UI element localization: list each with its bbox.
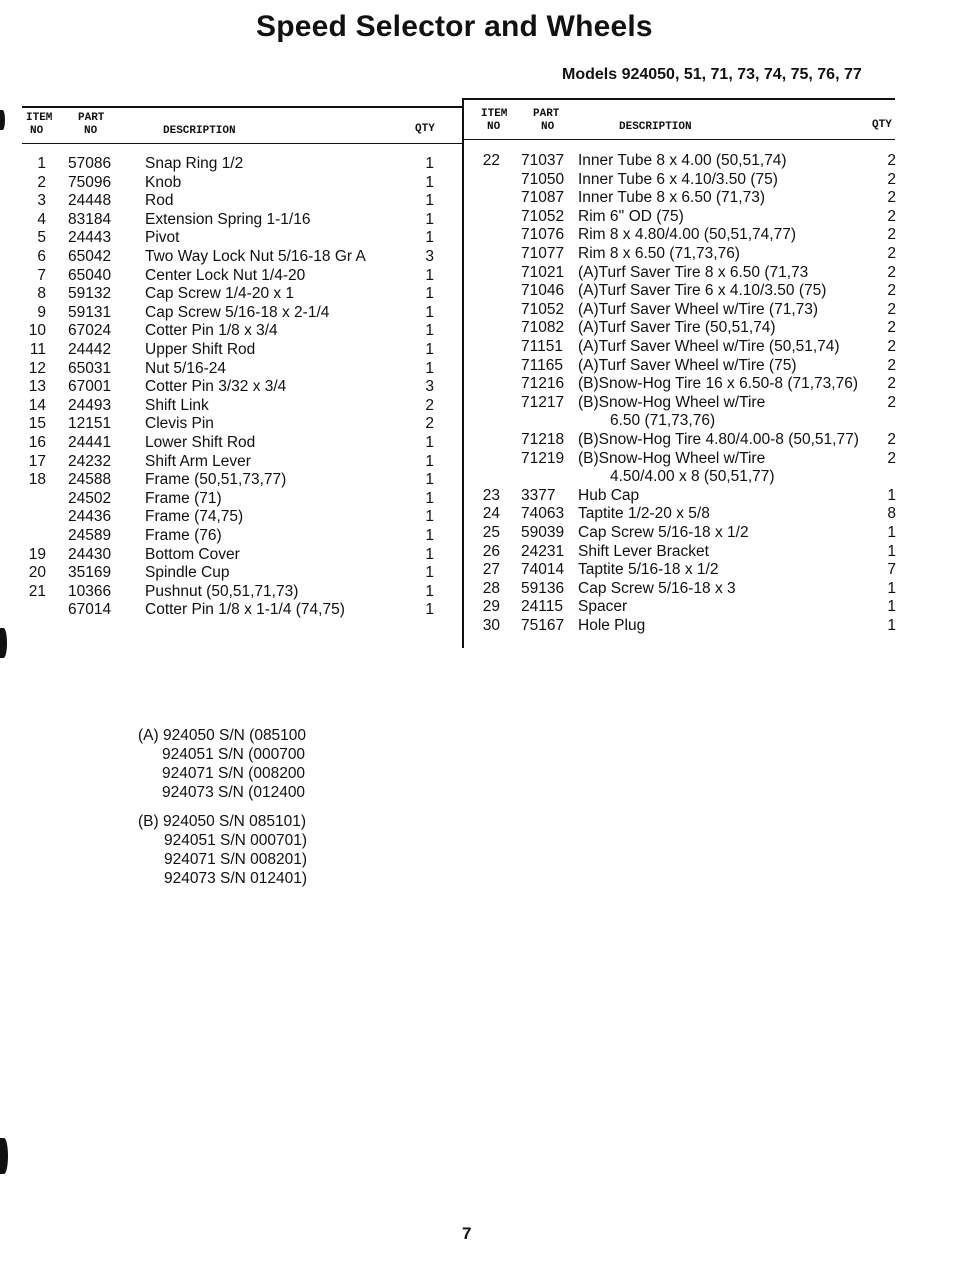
table-row [16, 507, 456, 526]
left-header-item [26, 112, 52, 138]
part-number: 74063 [521, 505, 565, 523]
note-b-text: 924050 S/N 085101) [162, 813, 307, 830]
part-description: Center Lock Nut 1/4-20 [145, 266, 306, 284]
part-description: Extension Spring 1-1/16 [145, 210, 311, 228]
item-number: 29 [482, 598, 500, 616]
right-header-part [533, 108, 559, 134]
quantity: 2 [887, 152, 896, 169]
table-row [470, 597, 900, 616]
quantity: 1 [425, 434, 434, 451]
quantity: 1 [425, 564, 434, 582]
quantity: 2 [887, 189, 896, 207]
quantity: 1 [887, 524, 896, 541]
part-description: Bottom Cover [145, 545, 240, 563]
part-number: 74014 [521, 561, 565, 579]
part-description: Clevis Pin [145, 415, 214, 433]
part-description: Taptite 1/2-20 x 5/8 [578, 505, 710, 523]
part-description: Inner Tube 8 x 6.50 (71,73) [578, 189, 765, 207]
table-row [16, 433, 456, 452]
left-header-description: DESCRIPTION [163, 125, 236, 137]
quantity: 1 [425, 155, 434, 172]
part-number: 71076 [521, 226, 565, 244]
part-description: Cap Screw 5/16-18 x 2-1/4 [145, 303, 330, 321]
quantity: 2 [887, 375, 896, 393]
quantity: 1 [425, 601, 434, 619]
part-number: 24442 [68, 341, 112, 358]
table-row [470, 151, 900, 170]
quantity: 1 [425, 266, 434, 284]
table-top-rule-left [22, 106, 462, 108]
part-description: Shift Link [145, 396, 209, 414]
part-number: 24232 [68, 452, 112, 470]
table-row [16, 210, 456, 229]
item-number: 22 [482, 152, 500, 169]
column-divider [462, 100, 464, 648]
part-description: Inner Tube 8 x 4.00 (50,51,74) [578, 152, 787, 169]
note-b-line [138, 812, 307, 831]
right-header-description: DESCRIPTION [619, 121, 692, 133]
part-description: (A)Turf Saver Wheel w/Tire (50,51,74) [578, 338, 840, 355]
part-description: Spindle Cup [145, 564, 230, 582]
table-row [470, 467, 900, 486]
quantity: 2 [887, 300, 896, 318]
part-number: 67014 [68, 601, 112, 619]
table-row [16, 563, 456, 582]
part-description: Hole Plug [578, 617, 646, 634]
part-description: Inner Tube 6 x 4.10/3.50 (75) [578, 170, 778, 188]
part-number: 71082 [521, 319, 565, 337]
quantity: 1 [887, 579, 896, 597]
part-number: 59131 [68, 303, 112, 321]
table-row [470, 207, 900, 226]
quantity: 2 [887, 356, 896, 374]
part-number: 24448 [68, 192, 112, 210]
item-number: 12 [28, 359, 46, 377]
item-number: 1 [37, 155, 46, 172]
quantity: 2 [887, 449, 896, 467]
quantity: 2 [887, 338, 896, 355]
table-row [470, 542, 900, 561]
part-number: 24430 [68, 545, 112, 563]
note-b-label: (B) [138, 813, 159, 830]
table-row [16, 526, 456, 545]
part-description: Cap Screw 1/4-20 x 1 [145, 285, 295, 303]
part-number: 12151 [68, 415, 112, 433]
quantity: 1 [425, 192, 434, 210]
binder-hole-middle [0, 628, 7, 658]
table-row [16, 414, 456, 433]
note-a-text: 924071 S/N (008200 [162, 765, 306, 782]
table-row [16, 470, 456, 489]
part-number: 24588 [68, 471, 112, 489]
part-number: 71151 [521, 338, 563, 355]
item-number: 19 [28, 545, 46, 563]
item-number: 28 [482, 579, 500, 597]
item-number: 21 [28, 582, 46, 600]
quantity: 1 [425, 210, 434, 228]
part-number: 71216 [521, 375, 565, 393]
part-number: 71052 [521, 207, 565, 225]
table-row [470, 504, 900, 523]
part-description: (A)Turf Saver Tire 6 x 4.10/3.50 (75) [578, 282, 827, 300]
table-row [470, 523, 900, 542]
quantity: 1 [425, 489, 434, 507]
table-row [470, 337, 900, 356]
header-item-line1: ITEM [481, 108, 508, 120]
part-description: Spacer [578, 598, 628, 616]
part-description: Nut 5/16-24 [145, 359, 226, 377]
item-number: 6 [37, 248, 46, 265]
part-description: Rim 8 x 4.80/4.00 (50,51,74,77) [578, 226, 796, 244]
item-number: 14 [28, 396, 46, 414]
part-description: (B)Snow-Hog Tire 16 x 6.50-8 (71,73,76) [578, 375, 858, 393]
quantity: 7 [887, 561, 896, 579]
table-row [16, 489, 456, 508]
quantity: 3 [425, 378, 434, 396]
part-description: Lower Shift Rod [145, 434, 256, 451]
table-row [16, 247, 456, 266]
part-number: 71077 [521, 245, 565, 262]
part-number: 71087 [521, 189, 565, 207]
quantity: 2 [887, 207, 896, 225]
table-row [470, 393, 900, 412]
part-description: (B)Snow-Hog Wheel w/Tire [578, 393, 766, 411]
note-b-line [138, 831, 307, 850]
part-number: 24231 [521, 542, 565, 560]
quantity: 1 [425, 173, 434, 191]
note-a-text: 924051 S/N (000700 [162, 746, 306, 763]
table-row [16, 228, 456, 247]
part-description: Pushnut (50,51,71,73) [145, 582, 299, 600]
item-number: 27 [482, 561, 500, 579]
table-row [470, 430, 900, 449]
part-description: (A)Turf Saver Tire 8 x 6.50 (71,73 [578, 263, 809, 281]
quantity: 1 [425, 452, 434, 470]
header-item-line2: NO [487, 121, 501, 133]
table-row [470, 188, 900, 207]
quantity: 1 [425, 341, 434, 358]
header-item-line2: NO [30, 125, 44, 137]
part-number: 24115 [521, 598, 563, 616]
item-number: 26 [482, 542, 500, 560]
item-number: 10 [28, 322, 46, 340]
part-number: 65040 [68, 266, 112, 284]
models-subtitle: Models 924050, 51, 71, 73, 74, 75, 76, 77 [562, 66, 862, 83]
part-number: 71052 [521, 300, 565, 318]
quantity: 2 [887, 431, 896, 448]
quantity: 8 [887, 505, 896, 523]
table-row [470, 449, 900, 468]
item-number: 13 [28, 378, 46, 396]
part-description: Hub Cap [578, 486, 640, 504]
page-number: 7 [462, 1224, 472, 1243]
note-a-line [138, 726, 307, 745]
item-number: 3 [37, 192, 46, 210]
left-header-qty: QTY [415, 123, 435, 135]
right-header-rule [462, 139, 895, 140]
table-row [470, 486, 900, 505]
quantity: 1 [887, 486, 896, 504]
part-description: Two Way Lock Nut 5/16-18 Gr A [145, 248, 366, 265]
part-description: (A)Turf Saver Wheel w/Tire (71,73) [578, 300, 819, 318]
part-number: 3377 [521, 486, 556, 504]
item-number: 17 [28, 452, 46, 470]
part-number: 83184 [68, 210, 112, 228]
note-b-text: 924071 S/N 008201) [164, 851, 308, 868]
part-description: Cotter Pin 1/8 x 3/4 [145, 322, 278, 340]
part-number: 24502 [68, 489, 112, 507]
serial-notes [138, 726, 307, 888]
item-number: 5 [37, 229, 46, 247]
part-number: 71218 [521, 431, 565, 448]
part-number: 59039 [521, 524, 565, 541]
part-description: (B)Snow-Hog Wheel w/Tire [578, 449, 766, 467]
part-number: 71046 [521, 282, 565, 300]
right-header-qty: QTY [872, 119, 892, 131]
right-header-item [481, 108, 507, 134]
part-description: Pivot [145, 229, 180, 247]
item-number: 4 [37, 210, 46, 228]
item-number: 25 [482, 524, 500, 541]
table-row [470, 244, 900, 263]
item-number: 24 [482, 505, 500, 523]
quantity: 3 [425, 248, 434, 265]
table-row [470, 225, 900, 244]
part-number: 71217 [521, 393, 565, 411]
header-part-line1: PART [78, 112, 105, 124]
quantity: 1 [425, 527, 434, 544]
quantity: 2 [425, 415, 434, 433]
table-row [470, 170, 900, 189]
part-number: 24441 [68, 434, 112, 451]
item-number: 16 [28, 434, 46, 451]
note-a-line [138, 764, 307, 783]
item-number: 15 [28, 415, 46, 433]
left-header-rule [22, 143, 462, 144]
part-number: 71021 [521, 263, 565, 281]
part-description: Shift Arm Lever [145, 452, 251, 470]
part-description: Upper Shift Rod [145, 341, 256, 358]
header-part-line1: PART [533, 108, 560, 120]
table-row [470, 300, 900, 319]
note-a-line [138, 745, 307, 764]
quantity: 2 [887, 170, 896, 188]
quantity: 2 [887, 245, 896, 262]
part-description: Frame (74,75) [145, 508, 244, 526]
part-number: 59132 [68, 285, 112, 303]
quantity: 2 [887, 263, 896, 281]
part-description: (A)Turf Saver Wheel w/Tire (75) [578, 356, 797, 374]
table-row [16, 266, 456, 285]
header-part-line2: NO [541, 121, 555, 133]
part-number: 71037 [521, 152, 565, 169]
table-row [470, 263, 900, 282]
part-description: (A)Turf Saver Tire (50,51,74) [578, 319, 776, 337]
table-row [16, 321, 456, 340]
part-description: Cotter Pin 1/8 x 1-1/4 (74,75) [145, 601, 345, 619]
quantity: 1 [425, 303, 434, 321]
table-row [16, 340, 456, 359]
quantity: 1 [425, 471, 434, 489]
part-number: 71165 [521, 356, 563, 374]
part-description: Shift Lever Bracket [578, 542, 709, 560]
part-number: 75096 [68, 173, 112, 191]
part-description: (B)Snow-Hog Tire 4.80/4.00-8 (50,51,77) [578, 431, 859, 448]
note-a-label: (A) [138, 727, 159, 744]
part-number: 67001 [68, 378, 112, 396]
note-a-line [138, 783, 307, 802]
part-number: 71219 [521, 449, 565, 467]
note-b-line [138, 869, 307, 888]
part-description: Frame (71) [145, 489, 222, 507]
binder-hole-bottom [0, 1138, 8, 1174]
part-number: 35169 [68, 564, 112, 582]
table-row [16, 377, 456, 396]
table-row [470, 281, 900, 300]
part-description: Rim 6'' OD (75) [578, 207, 684, 225]
table-row [16, 396, 456, 415]
quantity: 1 [887, 617, 896, 634]
note-a-text: 924050 S/N (085100 [162, 727, 307, 744]
quantity: 2 [887, 226, 896, 244]
table-row [16, 545, 456, 564]
note-b-text: 924051 S/N 000701) [164, 832, 308, 849]
part-number: 24493 [68, 396, 112, 414]
left-header-part [78, 112, 104, 138]
quantity: 1 [425, 508, 434, 526]
table-row [16, 303, 456, 322]
quantity: 2 [887, 319, 896, 337]
item-number: 11 [29, 341, 46, 358]
part-description: Taptite 5/16-18 x 1/2 [578, 561, 719, 579]
part-description: Snap Ring 1/2 [145, 155, 244, 172]
quantity: 2 [425, 396, 434, 414]
item-number: 8 [37, 285, 46, 303]
part-number: 65042 [68, 248, 112, 265]
part-number: 10366 [68, 582, 112, 600]
header-item-line1: ITEM [26, 112, 53, 124]
table-row [470, 579, 900, 598]
part-number: 67024 [68, 322, 112, 340]
part-number: 65031 [68, 359, 112, 377]
part-description: Knob [145, 173, 182, 191]
part-number: 24589 [68, 527, 112, 544]
part-description: 6.50 (71,73,76) [610, 412, 716, 430]
table-row [470, 374, 900, 393]
part-number: 57086 [68, 155, 112, 172]
table-row [16, 600, 456, 619]
table-row [470, 560, 900, 579]
part-description: Cap Screw 5/16-18 x 3 [578, 579, 736, 597]
quantity: 1 [425, 229, 434, 247]
part-description: Cap Screw 5/16-18 x 1/2 [578, 524, 749, 541]
table-row [16, 452, 456, 471]
table-top-rule [462, 98, 895, 100]
quantity: 2 [887, 393, 896, 411]
part-description: Rim 8 x 6.50 (71,73,76) [578, 245, 740, 262]
binder-hole-top [0, 110, 5, 130]
table-row [16, 582, 456, 601]
part-description: Frame (50,51,73,77) [145, 471, 287, 489]
table-row [16, 359, 456, 378]
quantity: 1 [425, 545, 434, 563]
part-description: Cotter Pin 3/32 x 3/4 [145, 378, 287, 396]
part-number: 75167 [521, 617, 565, 634]
table-row [470, 318, 900, 337]
item-number: 23 [482, 486, 500, 504]
part-description: 4.50/4.00 x 8 (50,51,77) [610, 468, 775, 486]
part-number: 24443 [68, 229, 112, 247]
item-number: 9 [37, 303, 46, 321]
item-number: 20 [28, 564, 46, 582]
part-number: 59136 [521, 579, 565, 597]
note-a-text: 924073 S/N (012400 [162, 784, 306, 801]
table-row [16, 191, 456, 210]
quantity: 1 [425, 322, 434, 340]
quantity: 1 [887, 598, 896, 616]
table-row [470, 356, 900, 375]
table-row [16, 284, 456, 303]
quantity: 1 [425, 359, 434, 377]
item-number: 7 [37, 266, 46, 284]
quantity: 1 [425, 582, 434, 600]
table-row [470, 616, 900, 635]
quantity: 2 [887, 282, 896, 300]
note-b-text: 924073 S/N 012401) [164, 870, 308, 887]
note-b-line [138, 850, 307, 869]
part-description: Rod [145, 192, 174, 210]
quantity: 1 [425, 285, 434, 303]
quantity: 1 [887, 542, 896, 560]
header-part-line2: NO [84, 125, 98, 137]
item-number: 2 [37, 173, 46, 191]
item-number: 30 [482, 617, 500, 634]
table-row [470, 411, 900, 430]
table-row [16, 154, 456, 173]
table-row [16, 173, 456, 192]
page-title: Speed Selector and Wheels [256, 10, 653, 43]
part-description: Frame (76) [145, 527, 222, 544]
part-number: 71050 [521, 170, 565, 188]
part-number: 24436 [68, 508, 112, 526]
item-number: 18 [28, 471, 46, 489]
